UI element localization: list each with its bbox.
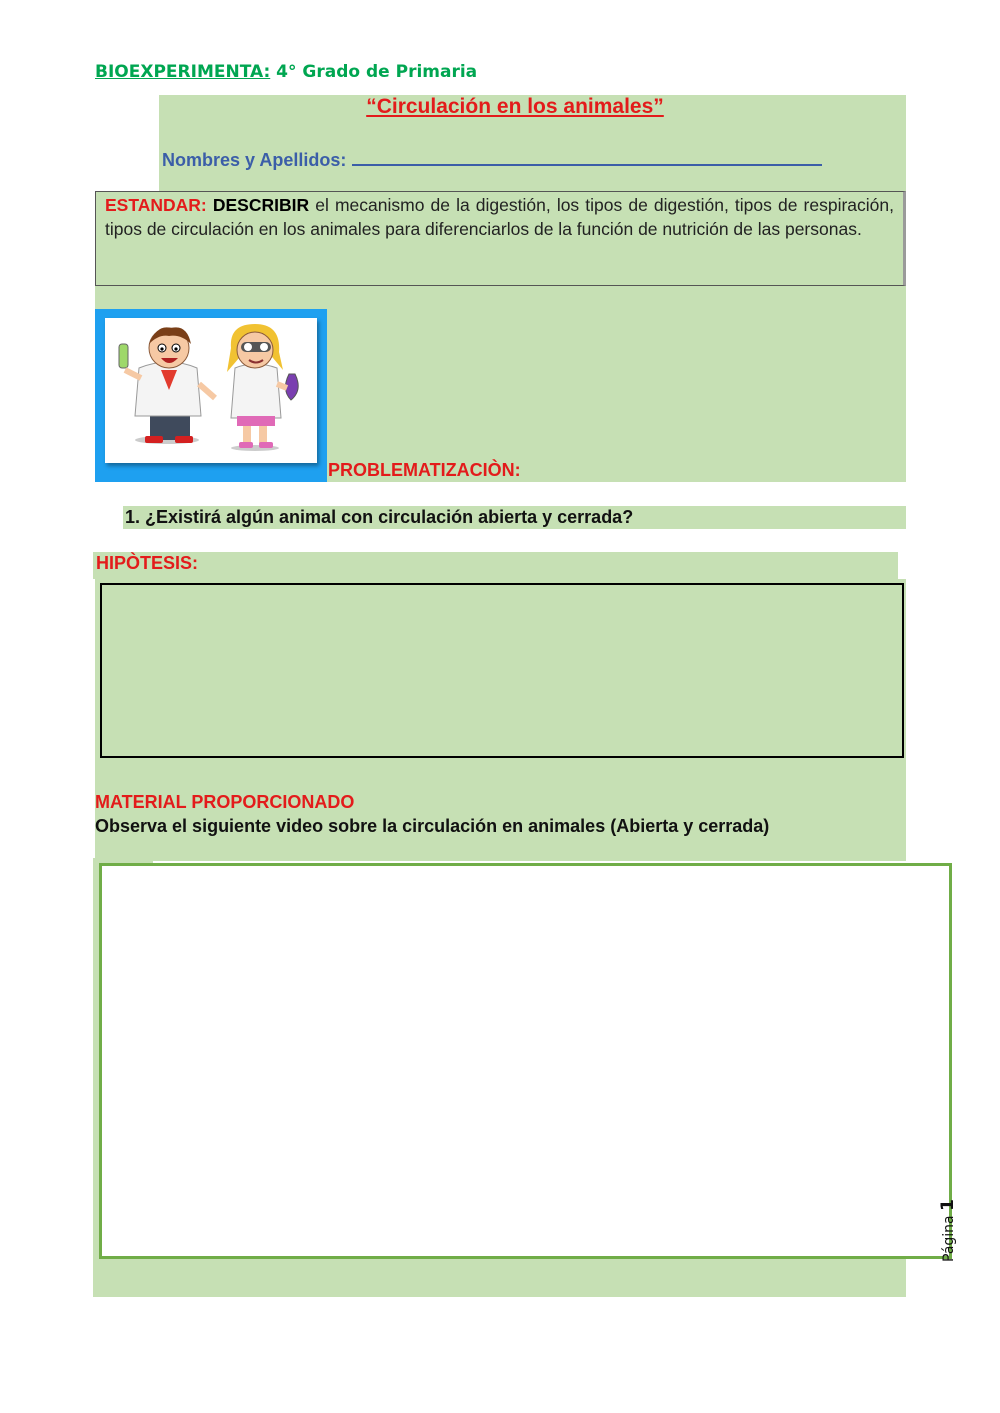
hypothesis-label: HIPÒTESIS: — [96, 553, 199, 573]
standard-label: ESTANDAR: — [105, 195, 207, 215]
video-embed-box[interactable] — [99, 863, 952, 1259]
hypothesis-header-panel — [93, 552, 898, 579]
material-label: MATERIAL PROPORCIONADO — [95, 792, 355, 812]
girl-scientist-icon — [227, 324, 298, 451]
scientists-image — [105, 318, 317, 463]
standard-text — [105, 194, 894, 241]
boy-scientist-icon — [119, 327, 215, 444]
worksheet-header — [95, 62, 477, 82]
page-number-value: 1 — [938, 1199, 958, 1211]
names-blank-line[interactable] — [352, 146, 822, 166]
page-word: Página — [941, 1215, 957, 1262]
standard-body: el mecanismo de la digestión, los tipos de digestión, tipos de respiración, tipos de circulación en los animales para diferenciarlos de la función de nutrición de las personas. — [105, 195, 894, 239]
hypothesis-answer-box[interactable] — [100, 583, 904, 758]
problematization-label: PROBLEMATIZACIÒN: — [328, 460, 521, 480]
worksheet-title: “Circulación en los animales” — [366, 95, 664, 118]
names-label: Nombres y Apellidos: — [162, 150, 347, 170]
material-description: Observa el siguiente video sobre la circulación en animales (Abierta y cerrada) — [95, 816, 770, 836]
grade-label: 4° Grado de Primaria — [270, 62, 478, 82]
subject-label: BIOEXPERIMENTA: — [95, 62, 271, 82]
page-number — [938, 1199, 958, 1262]
question-text: 1. ¿Existirá algún animal con circulación abierta y cerrada? — [125, 507, 634, 527]
standard-keyword: DESCRIBIR — [212, 195, 310, 215]
names-field — [162, 146, 822, 171]
